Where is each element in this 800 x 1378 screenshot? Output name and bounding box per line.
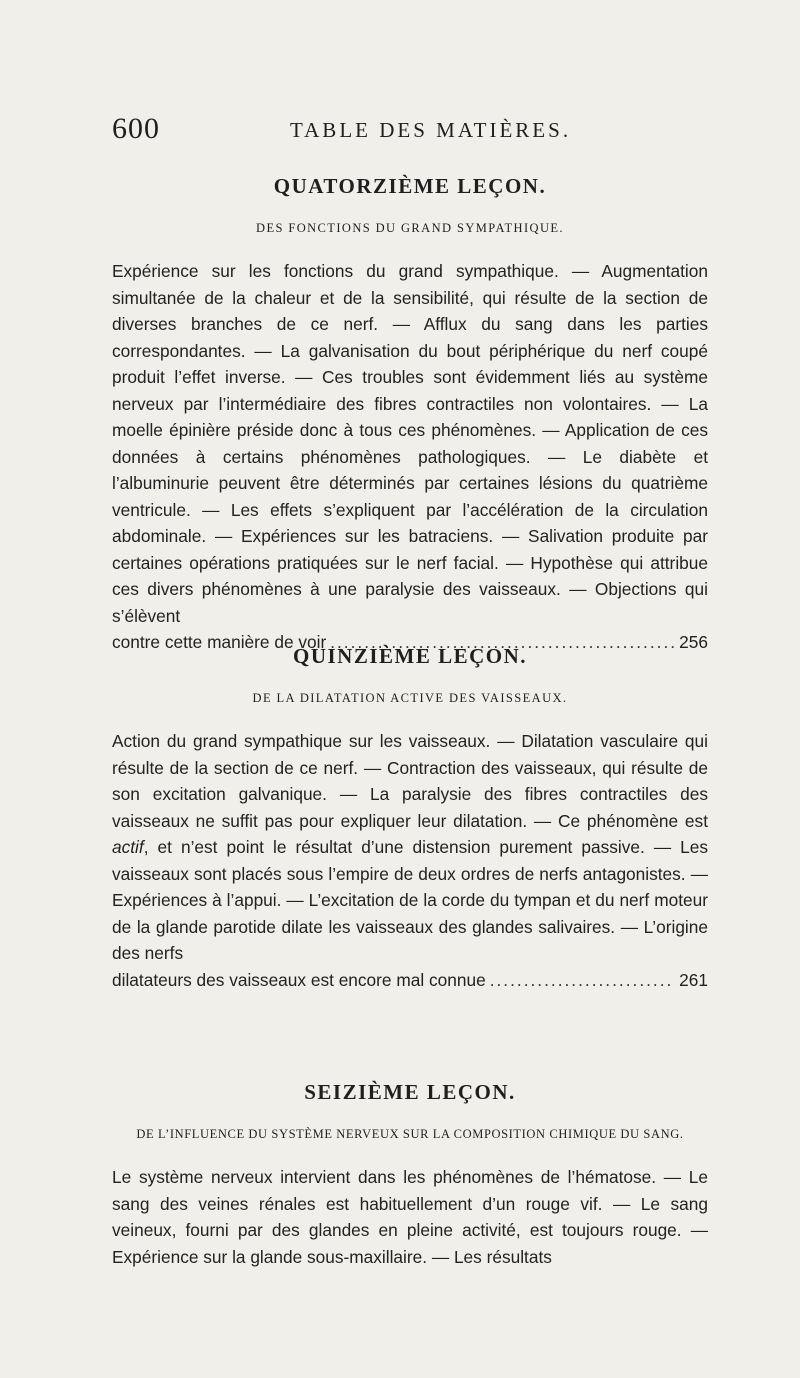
lecon-subtitle: DE LA DILATATION ACTIVE DES VAISSEAUX. xyxy=(252,691,568,705)
entry-text: contre cette manière de voir xyxy=(112,632,327,652)
entry-page: 256 xyxy=(679,632,708,652)
entry-page: 261 xyxy=(679,969,708,990)
toc-entry-line xyxy=(112,967,708,994)
lecon-title: QUATORZIÈME LEÇON. xyxy=(273,174,547,198)
summary-text: Le système nerveux intervient dans les phénomènes de l’hématose. — Le sang des veines rénales est habituellement d’un rouge vif. — Le sang veineux, fourni par des glandes en pleine activité, est toujours rouge. — Expérience sur la glande sous-maxillaire. — Les résultats xyxy=(112,1167,708,1267)
summary-text-part1: Action du grand sympathique sur les vaisseaux. — Dilatation vasculaire qui résulte de la section de ce nerf. — Contraction des vaisseaux, qui résulte de son excitation galvanique. — La paralysie des fibres contractiles des vaisseaux ne suffit pas pour expliquer leur dilatation. — Ce phénomène est xyxy=(112,731,708,831)
section-seizieme xyxy=(112,1080,708,1270)
lecon-title: SEIZIÈME LEÇON. xyxy=(304,1080,516,1104)
lecon-summary xyxy=(112,1164,708,1270)
entry-text: dilatateurs des vaisseaux est encore mal connue xyxy=(112,969,486,990)
leader-dots xyxy=(490,967,675,994)
summary-text xyxy=(112,728,708,967)
lecon-summary xyxy=(112,258,708,656)
summary-text: Expérience sur les fonctions du grand sympathique. — Augmentation simultanée de la chaleur et de la sensibilité, qui résulte de la section de diverses branches de ce nerf. — Afflux du sang dans les parties correspondantes. — La galvanisation du bout périphérique du nerf coupé produit l’effet inverse. — Ces troubles sont évidemment liés au système nerveux par l’intermédiaire des fibres contractiles non volontaires. — La moelle épinière préside donc à tous ces phénomènes. — Application de ces données à certains phénomènes pathologiques. — Le diabète et l’albuminurie peuvent être déterminés par certaines lésions du quatrième ventricule. — Les effets s’expliquent par l’accélération de la circulation abdominale. — Expériences sur les batraciens. — Salivation produite par certaines opérations pratiquées sur le nerf facial. — Hypothèse qui attribue ces divers phénomènes à une paralysie des vaisseaux. — Objections qui s’élèvent xyxy=(112,261,708,626)
section-quatorzieme xyxy=(112,174,708,656)
lecon-summary xyxy=(112,728,708,993)
running-title: TABLE DES MATIÈRES. xyxy=(290,118,572,142)
lecon-subtitle: DES FONCTIONS DU GRAND SYMPATHIQUE. xyxy=(256,221,564,235)
section-quinzieme xyxy=(112,644,708,993)
lecon-subtitle: DE L’INFLUENCE DU SYSTÈME NERVEUX SUR LA COMPOSITION CHIMIQUE DU SANG. xyxy=(136,1127,684,1141)
summary-italic: actif xyxy=(112,837,144,857)
page-number: 600 xyxy=(112,112,160,145)
lecon-title: QUINZIÈME LEÇON. xyxy=(292,644,528,668)
summary-text-part2: , et n’est point le résultat d’une distension purement passive. — Les vaisseaux sont placés sous l’empire de deux ordres de nerfs antagonistes. — Expériences à l’appui. — L’excitation de la corde du tympan et du nerf moteur de la glande parotide dilate les vaisseaux des glandes salivaires. — L’origine des nerfs xyxy=(112,837,708,963)
